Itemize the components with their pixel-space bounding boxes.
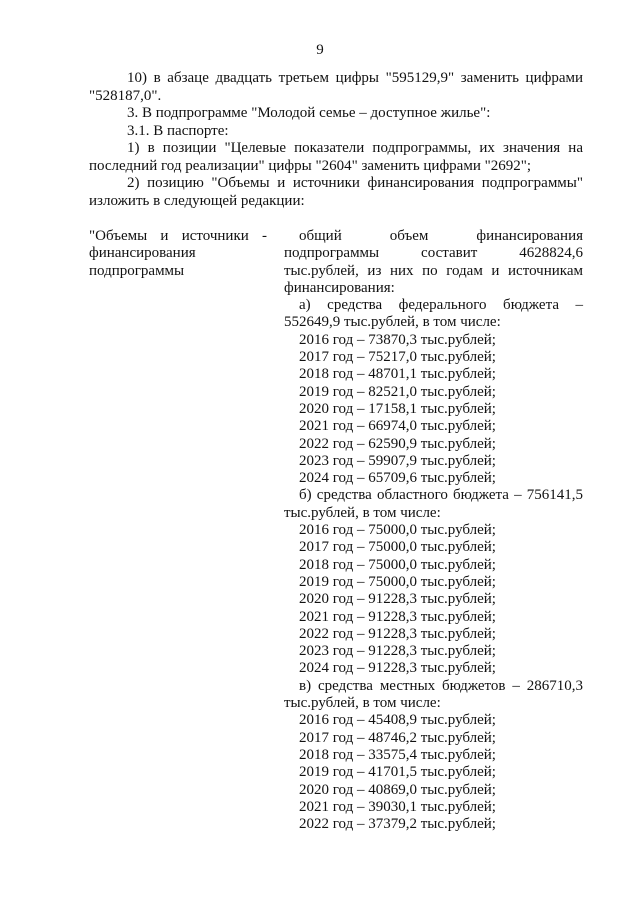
year-line: 2016 год – 73870,3 тыс.рублей;	[299, 331, 496, 348]
year-line: 2024 год – 91228,3 тыс.рублей;	[299, 660, 496, 677]
year-line: 2016 год – 75000,0 тыс.рублей;	[299, 522, 496, 539]
table-left-column	[89, 228, 267, 280]
year-line: 2016 год – 45408,9 тыс.рублей;	[299, 712, 496, 729]
local-budget-heading: в) средства местных бюджетов – 286710,3 тыс.рублей, в том числе:	[284, 677, 583, 712]
federal-budget-heading: а) средства федерального бюджета – 552649,9 тыс.рублей, в том числе:	[284, 297, 583, 331]
page-number: 9	[316, 42, 324, 58]
document-body	[89, 70, 583, 210]
paragraph: 1) в позиции "Целевые показатели подпрограммы, их значения на последний год реализации" цифры "2604" заменить цифрами "2692";	[89, 140, 583, 174]
table-right-column	[284, 228, 583, 833]
year-line: 2022 год – 37379,2 тыс.рублей;	[299, 816, 496, 833]
paragraph: 3. В подпрограмме "Молодой семье – доступное жилье":	[127, 105, 491, 121]
year-line: 2019 год – 82521,0 тыс.рублей;	[299, 383, 496, 400]
year-line: 2020 год – 91228,3 тыс.рублей;	[299, 591, 496, 608]
year-line: 2017 год – 75217,0 тыс.рублей;	[299, 349, 496, 366]
year-line: 2022 год – 62590,9 тыс.рублей;	[299, 435, 496, 452]
year-line: 2021 год – 66974,0 тыс.рублей;	[299, 418, 496, 435]
position-title: "Объемы и источники - финансирования подпрограммы	[89, 228, 267, 279]
year-line: 2024 год – 65709,6 тыс.рублей;	[299, 470, 496, 487]
year-line: 2018 год – 75000,0 тыс.рублей;	[299, 556, 496, 573]
year-line: 2021 год – 39030,1 тыс.рублей;	[299, 798, 496, 815]
year-line: 2017 год – 48746,2 тыс.рублей;	[299, 729, 496, 746]
year-line: 2020 год – 40869,0 тыс.рублей;	[299, 781, 496, 798]
paragraph: 2) позицию "Объемы и источники финансирования подпрограммы" изложить в следующей редакции:	[89, 175, 583, 209]
paragraph: 10) в абзаце двадцать третьем цифры "595129,9" заменить цифрами "528187,0".	[89, 70, 583, 104]
regional-budget-heading: б) средства областного бюджета – 756141,5 тыс.рублей, в том числе:	[284, 487, 583, 521]
year-line: 2017 год – 75000,0 тыс.рублей;	[299, 539, 496, 556]
funding-intro: общий объем финансирования подпрограммы составит 4628824,6 тыс.рублей, из них по годам и источникам финансирования:	[284, 228, 583, 296]
year-line: 2019 год – 75000,0 тыс.рублей;	[299, 573, 496, 590]
year-line: 2020 год – 17158,1 тыс.рублей;	[299, 400, 496, 417]
year-line: 2018 год – 33575,4 тыс.рублей;	[299, 746, 496, 763]
year-line: 2019 год – 41701,5 тыс.рублей;	[299, 764, 496, 781]
year-line: 2021 год – 91228,3 тыс.рублей;	[299, 608, 496, 625]
year-line: 2023 год – 91228,3 тыс.рублей;	[299, 643, 496, 660]
year-line: 2023 год – 59907,9 тыс.рублей;	[299, 452, 496, 469]
paragraph: 3.1. В паспорте:	[127, 122, 229, 139]
year-line: 2022 год – 91228,3 тыс.рублей;	[299, 625, 496, 642]
year-line: 2018 год – 48701,1 тыс.рублей;	[299, 366, 496, 383]
